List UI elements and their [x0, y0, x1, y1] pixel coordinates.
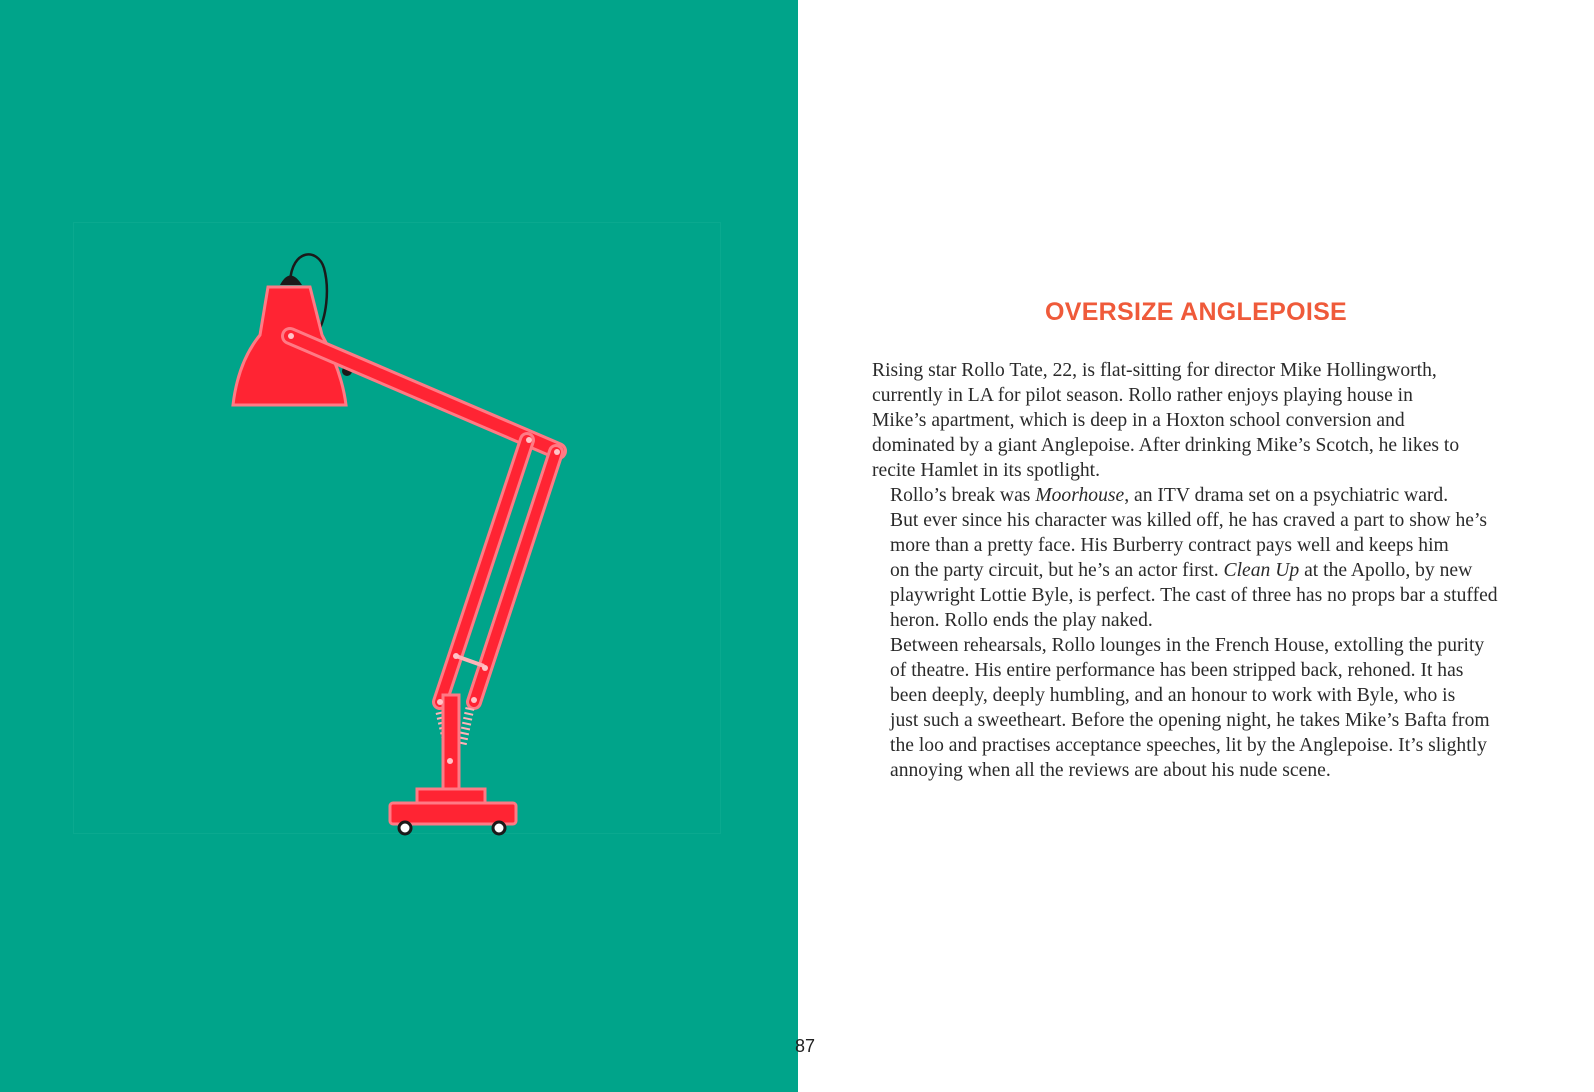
text-line: [872, 483, 1532, 508]
text-line: [872, 458, 1532, 483]
text-line: [872, 408, 1532, 433]
lamp-cap: [280, 276, 302, 286]
text-segment: But ever since his character was killed off, he has craved a part to show he’s: [890, 510, 1488, 531]
lamp-wheel-left: [399, 822, 411, 834]
text-segment: been deeply, deeply humbling, and an honour to work with Byle, who is: [890, 685, 1456, 706]
article-paragraph: [872, 483, 1532, 633]
text-segment: recite Hamlet in its spotlight.: [872, 460, 1101, 481]
text-segment: more than a pretty face. His Burberry contract pays well and keeps him: [890, 535, 1449, 556]
article-paragraph: [872, 633, 1532, 783]
text-segment: just such a sweetheart. Before the opening night, he takes Mike’s Bafta from: [890, 710, 1490, 731]
text-line: [872, 608, 1532, 633]
text-line: [872, 508, 1532, 533]
article-paragraph: [872, 358, 1532, 483]
text-line: [872, 358, 1532, 383]
text-segment: at the Apollo, by new: [1299, 560, 1473, 581]
lamp-wheel-right: [493, 822, 505, 834]
text-segment: , an ITV drama set on a psychiatric ward.: [1124, 485, 1449, 506]
text-line: [872, 658, 1532, 683]
text-segment: Between rehearsals, Rollo lounges in the French House, extolling the purity: [890, 635, 1485, 656]
text-segment: of theatre. His entire performance has been stripped back, rehoned. It has: [890, 660, 1464, 681]
italic-title-text: Moorhouse: [1035, 485, 1125, 506]
text-segment: on the party circuit, but he’s an actor first.: [890, 560, 1224, 581]
text-segment: Mike’s apartment, which is deep in a Hoxton school conversion and: [872, 410, 1405, 431]
text-line: [872, 733, 1532, 758]
text-line: [872, 533, 1532, 558]
text-page: [798, 0, 1594, 1092]
text-line: [872, 758, 1532, 783]
text-line: [872, 558, 1532, 583]
text-segment: heron. Rollo ends the play naked.: [890, 610, 1153, 631]
text-line: [872, 383, 1532, 408]
text-segment: dominated by a giant Anglepoise. After drinking Mike’s Scotch, he likes to: [872, 435, 1460, 456]
text-segment: annoying when all the reviews are about his nude scene.: [890, 760, 1331, 781]
text-line: [872, 683, 1532, 708]
text-segment: Rising star Rollo Tate, 22, is flat-sitting for director Mike Hollingworth,: [872, 360, 1437, 381]
text-line: [872, 633, 1532, 658]
text-segment: currently in LA for pilot season. Rollo rather enjoys playing house in: [872, 385, 1413, 406]
text-line: [872, 583, 1532, 608]
page-number: 87: [794, 1036, 816, 1056]
lamp-spring-right: [462, 708, 470, 745]
lamp-column: [443, 695, 459, 791]
article-title: OVERSIZE ANGLEPOISE: [1044, 298, 1348, 326]
text-line: [872, 708, 1532, 733]
italic-title-text: Clean Up: [1223, 560, 1300, 581]
text-segment: Rollo’s break was: [890, 485, 1036, 506]
article-body: [872, 358, 1532, 783]
text-segment: playwright Lottie Byle, is perfect. The cast of three has no props bar a stuffed: [890, 585, 1498, 606]
text-segment: the loo and practises acceptance speeches, lit by the Anglepoise. It’s slightly: [890, 735, 1487, 756]
text-line: [872, 433, 1532, 458]
